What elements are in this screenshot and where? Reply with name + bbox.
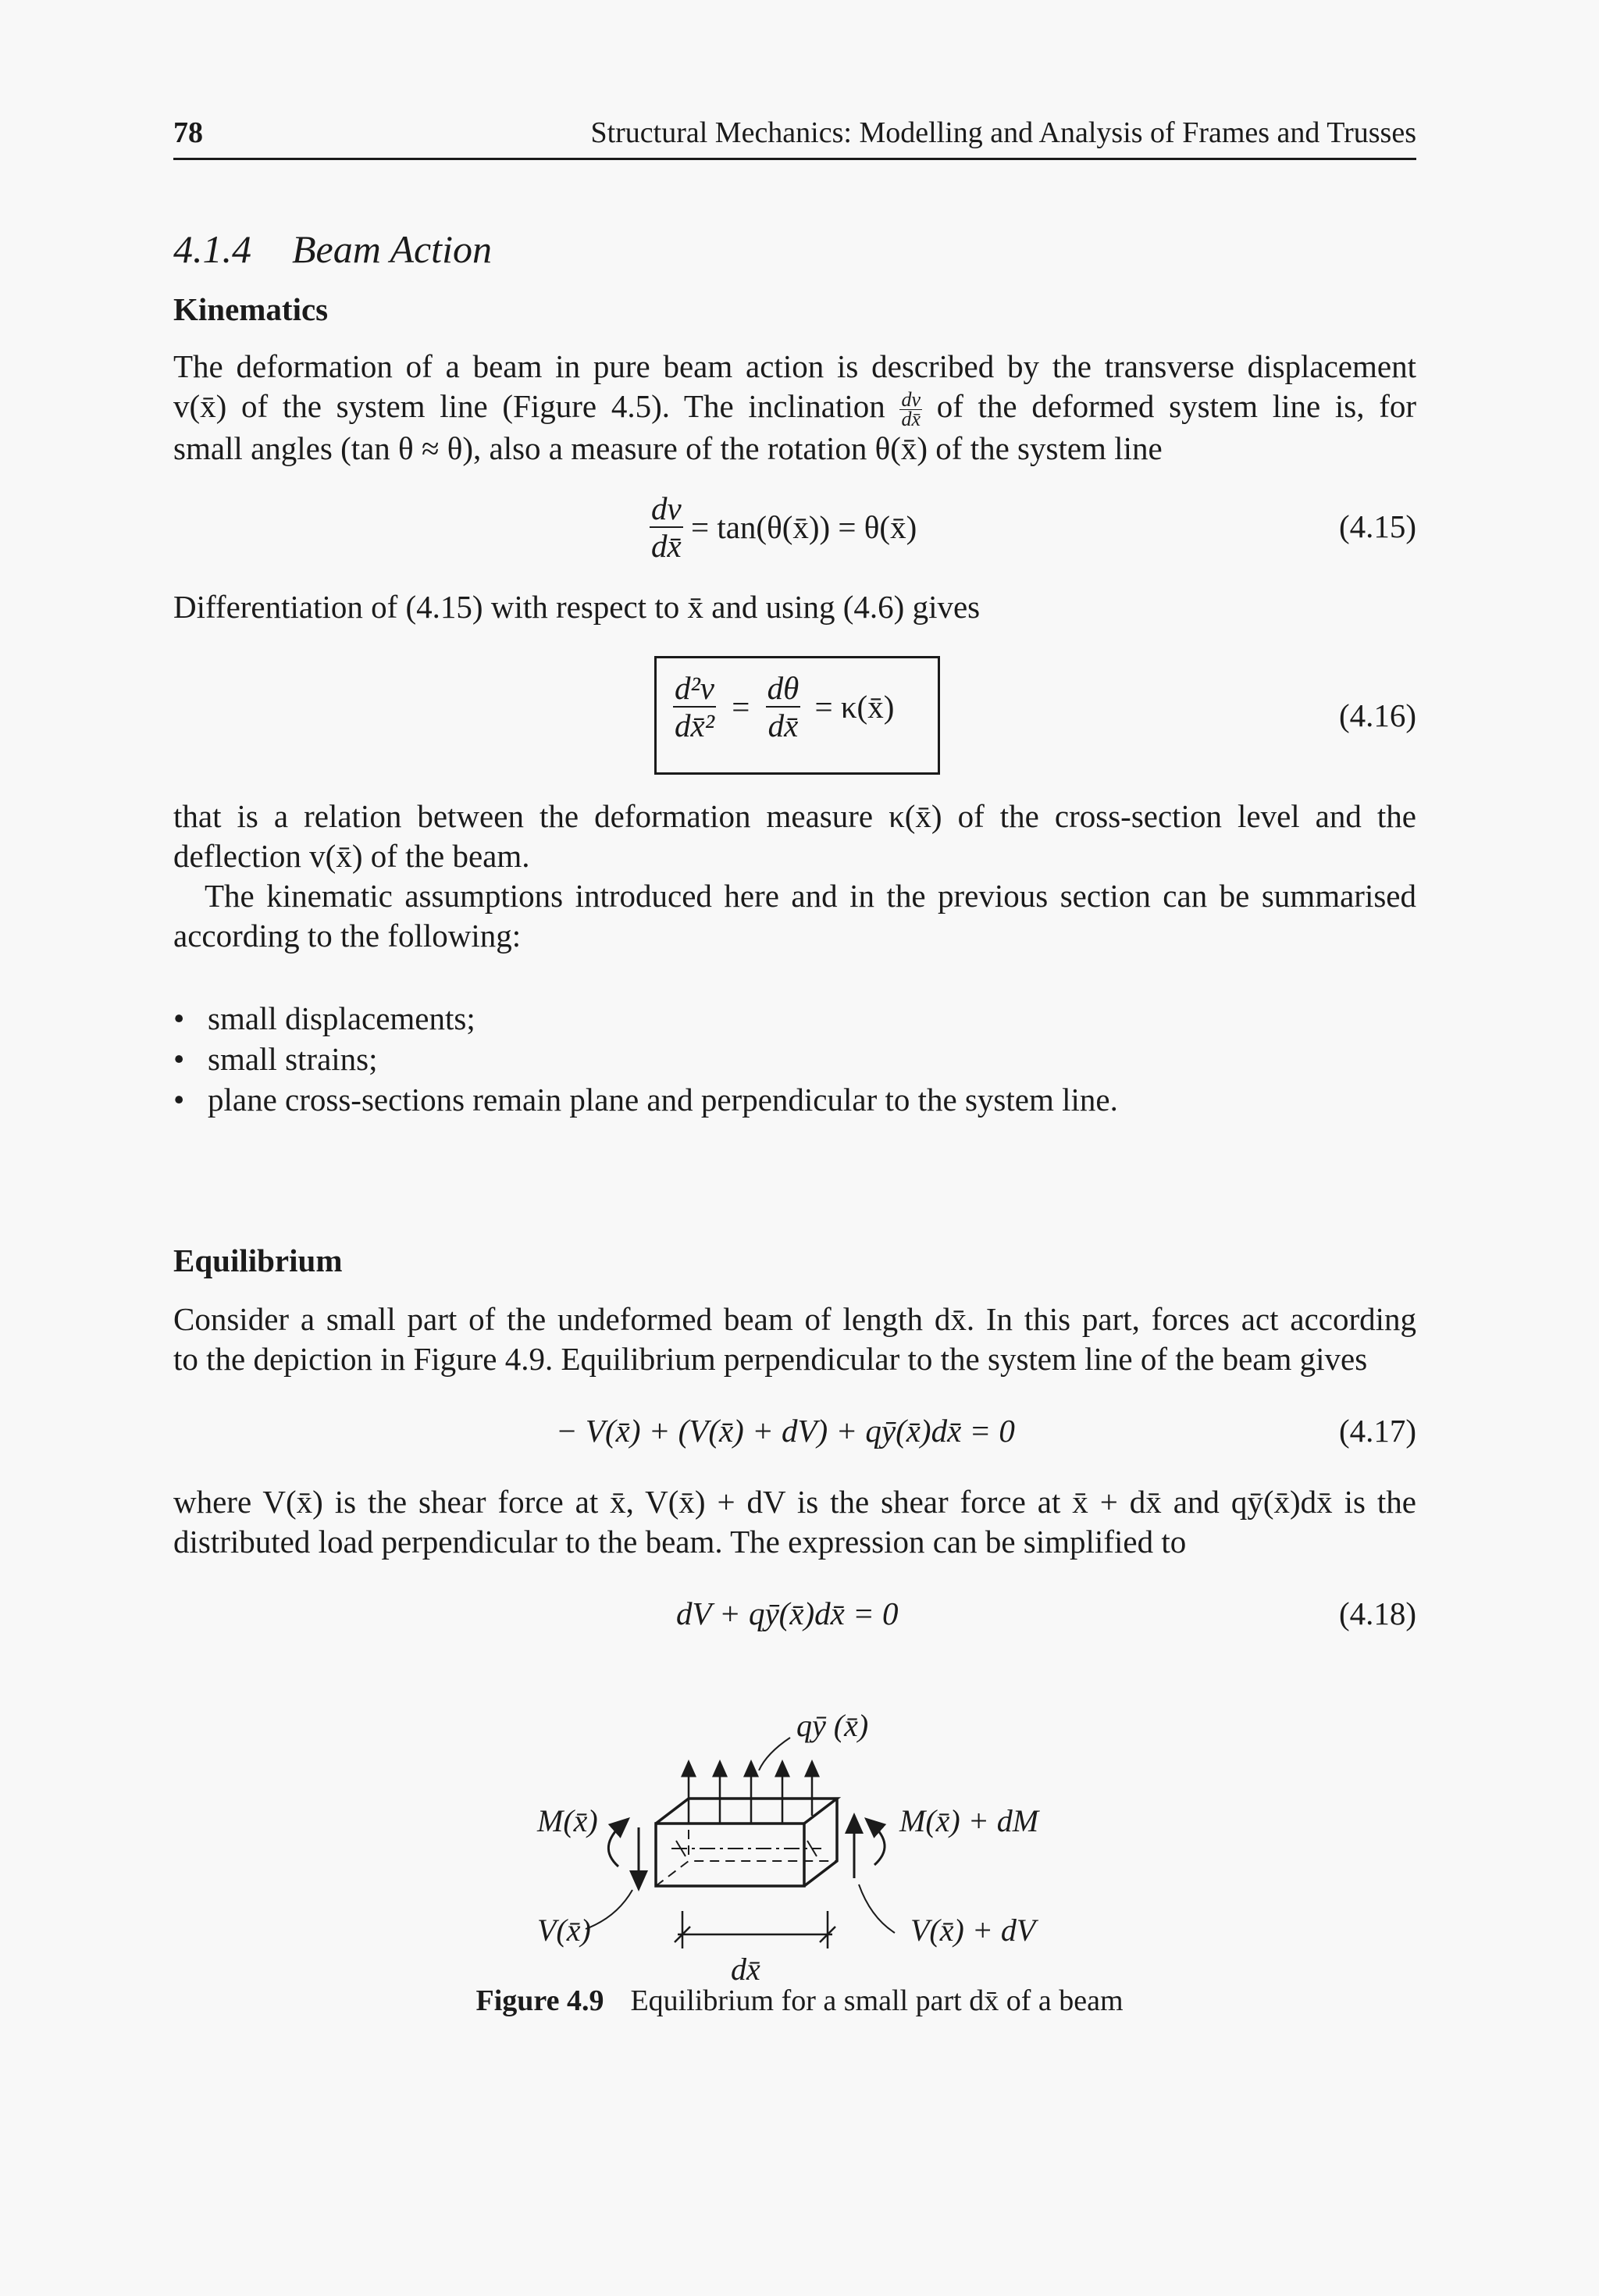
fraction bbox=[650, 492, 683, 562]
equilibrium-paragraph-2 bbox=[173, 1482, 1416, 1562]
fraction-numerator: dv bbox=[651, 490, 682, 526]
text-span: of the deformed system line is, for bbox=[936, 388, 1416, 424]
moment-right-label: M(x̄) + dM bbox=[899, 1803, 1039, 1838]
text-line: to the depiction in Figure 4.9. Equilibrium perpendicular to the system line of the beam gives bbox=[173, 1341, 1368, 1377]
load-label: qȳ (x̄) bbox=[796, 1708, 869, 1743]
equilibrium-heading: Equilibrium bbox=[173, 1242, 343, 1278]
equation-4-18 bbox=[173, 1595, 1416, 1634]
text-line: where V(x̄) is the shear force at x̄, V(x̄) + dV is the shear force at x̄ + dx̄ and qȳ(x̄)dx̄ is the bbox=[173, 1484, 1416, 1520]
load-leader bbox=[759, 1738, 790, 1770]
running-title: Structural Mechanics: Modelling and Analysis of Frames and Trusses bbox=[590, 116, 1416, 149]
text-span: v(x̄) of the system line (Figure 4.5). The inclination bbox=[173, 388, 885, 424]
text-line: deflection v(x̄) of the beam. bbox=[173, 838, 530, 874]
distributed-load-arrows bbox=[689, 1767, 812, 1824]
block-front-face bbox=[656, 1824, 804, 1886]
equation-body: dV + qȳ(x̄)dx̄ = 0 bbox=[676, 1595, 899, 1631]
kinematics-paragraph-4 bbox=[173, 876, 1416, 956]
text-line: small angles (tan θ ≈ θ), also a measure of the rotation θ(x̄) of the system line bbox=[173, 430, 1163, 467]
text-line: The deformation of a beam in pure beam action is described by the transverse displacement bbox=[173, 348, 1416, 384]
equation-rhs: = tan(θ(x̄)) = θ(x̄) bbox=[690, 509, 917, 545]
text-line bbox=[173, 387, 1416, 429]
moment-left-label: M(x̄) bbox=[537, 1803, 598, 1838]
shear-leader-left bbox=[586, 1890, 632, 1929]
fraction bbox=[673, 672, 716, 742]
text-line: distributed load perpendicular to the beam. The expression can be simplified to bbox=[173, 1524, 1187, 1560]
kinematics-heading: Kinematics bbox=[173, 291, 329, 327]
beam-element-diagram bbox=[515, 1706, 1093, 2003]
fraction-numerator: d²v bbox=[675, 670, 714, 706]
figure-label: Figure 4.9 bbox=[475, 1984, 604, 2017]
equation-number: (4.16) bbox=[1338, 697, 1416, 733]
moment-arrow-left bbox=[608, 1824, 623, 1866]
equation-body bbox=[650, 492, 917, 562]
text-line: according to the following: bbox=[173, 918, 522, 954]
equals-sign: = bbox=[732, 689, 750, 725]
list-item: • small displacements; bbox=[173, 998, 1118, 1039]
kinematics-paragraph-3 bbox=[173, 797, 1416, 876]
equation-number: (4.15) bbox=[1338, 508, 1416, 544]
assumption-list bbox=[173, 998, 1118, 1120]
shear-left-label: V(x̄) bbox=[537, 1913, 591, 1948]
section-number: 4.1.4 bbox=[173, 227, 251, 271]
figure-caption bbox=[0, 1984, 1599, 2018]
kinematics-paragraph-1 bbox=[173, 347, 1416, 469]
equilibrium-paragraph-1 bbox=[173, 1300, 1416, 1379]
fraction-denominator: dx̄² bbox=[675, 708, 714, 743]
fraction-denominator: dx̄ bbox=[651, 528, 682, 564]
block-hidden-edges bbox=[656, 1799, 837, 1886]
moment-arrow-right bbox=[871, 1824, 885, 1865]
text-line: The kinematic assumptions introduced here and in the previous section can be summarised bbox=[205, 878, 1416, 914]
equation-body: − V(x̄) + (V(x̄) + dV) + qȳ(x̄)dx̄ = 0 bbox=[556, 1413, 1015, 1449]
running-header bbox=[173, 116, 1416, 160]
list-item: • plane cross-sections remain plane and perpendicular to the system line. bbox=[173, 1079, 1118, 1120]
inline-fraction bbox=[899, 390, 922, 429]
equation-rhs: = κ(x̄) bbox=[814, 689, 895, 725]
text-line: Consider a small part of the undeformed beam of length dx̄. In this part, forces act according bbox=[173, 1301, 1416, 1337]
fraction-numerator: dθ bbox=[767, 670, 800, 706]
equation-4-15 bbox=[173, 492, 1416, 570]
fraction bbox=[766, 672, 801, 742]
section-title bbox=[173, 226, 492, 272]
equation-body bbox=[673, 672, 894, 742]
shear-right-label: V(x̄) + dV bbox=[910, 1913, 1036, 1948]
section-title-text: Beam Action bbox=[292, 227, 492, 271]
text-line: that is a relation between the deformation measure κ(x̄) of the cross-section level and the bbox=[173, 798, 1416, 834]
kinematics-paragraph-2 bbox=[173, 587, 1416, 627]
fraction-denominator: dx̄ bbox=[767, 708, 799, 743]
figure-caption-text: Equilibrium for a small part dx̄ of a beam bbox=[630, 1984, 1124, 2017]
dimension-ticks bbox=[675, 1911, 835, 1948]
shear-leader-right bbox=[859, 1884, 895, 1933]
equation-number: (4.18) bbox=[1338, 1595, 1416, 1631]
list-item: • small strains; bbox=[173, 1039, 1118, 1079]
equation-number: (4.17) bbox=[1338, 1413, 1416, 1449]
equation-4-16 bbox=[173, 672, 1416, 758]
block-top-face bbox=[656, 1799, 837, 1824]
fraction-denominator: dx̄ bbox=[901, 408, 921, 431]
text-line: Differentiation of (4.15) with respect to x̄ and using (4.6) gives bbox=[173, 589, 981, 625]
page-number: 78 bbox=[173, 116, 203, 149]
figure-4-9 bbox=[515, 1706, 1093, 2003]
equation-4-17 bbox=[173, 1412, 1416, 1451]
fraction-numerator: dv bbox=[901, 388, 921, 412]
length-label: dx̄ bbox=[731, 1952, 760, 1987]
